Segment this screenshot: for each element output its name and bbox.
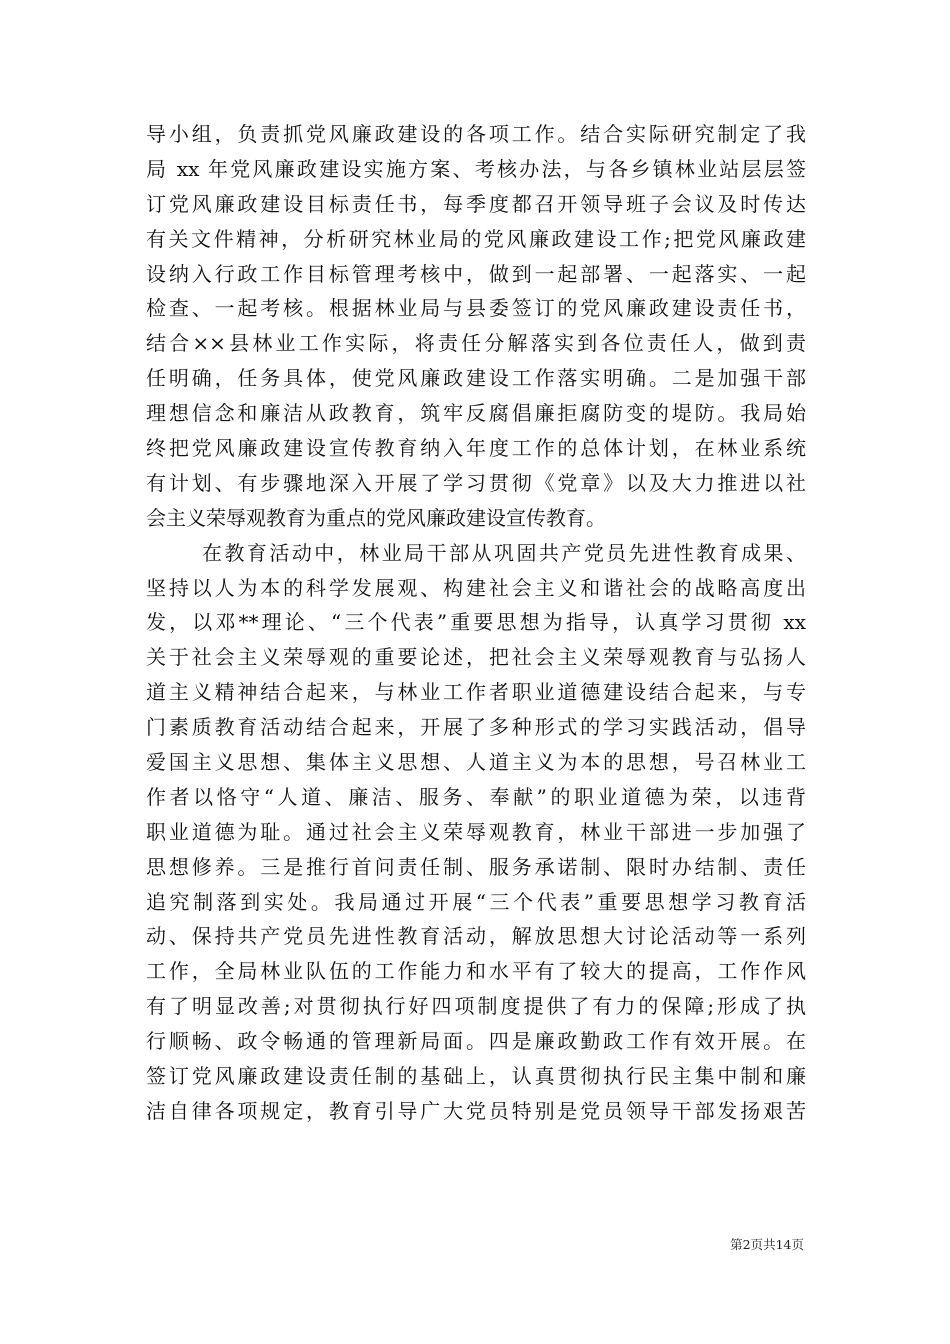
- text-line: 设纳入行政工作目标管理考核中，做到一起部署、一起落实、一起: [146, 261, 806, 286]
- text-line: 签订党风廉政建设责任制的基础上，认真贯彻执行民主集中制和廉: [146, 1064, 806, 1089]
- footer-total-pages: 14: [775, 1237, 792, 1252]
- body-text: [146, 117, 806, 1129]
- text-line: 门素质教育活动结合起来，开展了多种形式的学习实践活动，倡导: [146, 715, 806, 740]
- text-line: 追究制落到实处。我局通过开展“三个代表”重要思想学习教育活: [146, 889, 806, 914]
- text-line: 导小组，负责抓党风廉政建设的各项工作。结合实际研究制定了我: [146, 122, 806, 146]
- text-line: 爱国主义思想、集体主义思想、人道主义为本的思想，号召林业工: [146, 750, 806, 775]
- footer-suffix: 页: [791, 1237, 804, 1252]
- text-line: 局 xx 年党风廉政建设实施方案、考核办法，与各乡镇林业站层层签: [146, 156, 806, 181]
- text-line: 有了明显改善;对贯彻执行好四项制度提供了有力的保障;形成了执: [146, 994, 806, 1019]
- text-line: 思想修养。三是推行首问责任制、服务承诺制、限时办结制、责任: [146, 854, 806, 879]
- text-line: 检查、一起考核。根据林业局与县委签订的党风廉政建设责任书，: [146, 296, 806, 321]
- footer-middle: 页共: [750, 1237, 776, 1252]
- text-line: 结合××县林业工作实际，将责任分解落实到各位责任人，做到责: [146, 331, 806, 356]
- text-line: 动、保持共产党员先进性教育活动，解放思想大讨论活动等一系列: [146, 924, 806, 949]
- text-line: 终把党风廉政建设宣传教育纳入年度工作的总体计划，在林业系统: [146, 436, 806, 461]
- page-footer: [730, 1236, 804, 1254]
- text-line: 道主义精神结合起来，与林业工作者职业道德建设结合起来，与专: [146, 680, 806, 705]
- footer-current-page: 2: [742, 1237, 751, 1252]
- footer-prefix: 第: [730, 1237, 743, 1252]
- text-line: 发，以邓**理论、“三个代表”重要思想为指导，认真学习贯彻 xx: [146, 610, 806, 635]
- text-line: 工作，全局林业队伍的工作能力和水平有了较大的提高，工作作风: [146, 959, 806, 984]
- text-line: 任明确，任务具体，使党风廉政建设工作落实明确。二是加强干部: [146, 366, 806, 391]
- text-line: 职业道德为耻。通过社会主义荣辱观教育，林业干部进一步加强了: [146, 819, 806, 844]
- text-line: 会主义荣辱观教育为重点的党风廉政建设宣传教育。: [146, 505, 606, 530]
- text-line: 洁自律各项规定，教育引导广大党员特别是党员领导干部发扬艰苦: [146, 1098, 806, 1123]
- text-line: 订党风廉政建设目标责任书，每季度都召开领导班子会议及时传达: [146, 191, 806, 216]
- text-line: 有关文件精神，分析研究林业局的党风廉政建设工作;把党风廉政建: [146, 226, 806, 251]
- text-line: 行顺畅、政令畅通的管理新局面。四是廉政勤政工作有效开展。在: [146, 1029, 806, 1054]
- paragraph-2: [146, 536, 806, 1129]
- text-line: 在教育活动中，林业局干部从巩固共产党员先进性教育成果、: [202, 540, 806, 565]
- text-line: 有计划、有步骤地深入开展了学习贯彻《党章》以及大力推进以社: [146, 470, 806, 495]
- text-line: 作者以恪守“人道、廉洁、服务、奉献”的职业道德为荣，以违背: [146, 784, 806, 809]
- paragraph-1: [146, 117, 806, 536]
- text-line: 坚持以人为本的科学发展观、构建社会主义和谐社会的战略高度出: [146, 575, 806, 600]
- text-line: 理想信念和廉洁从政教育，筑牢反腐倡廉拒腐防变的堤防。我局始: [146, 401, 806, 426]
- text-line: 关于社会主义荣辱观的重要论述，把社会主义荣辱观教育与弘扬人: [146, 645, 806, 670]
